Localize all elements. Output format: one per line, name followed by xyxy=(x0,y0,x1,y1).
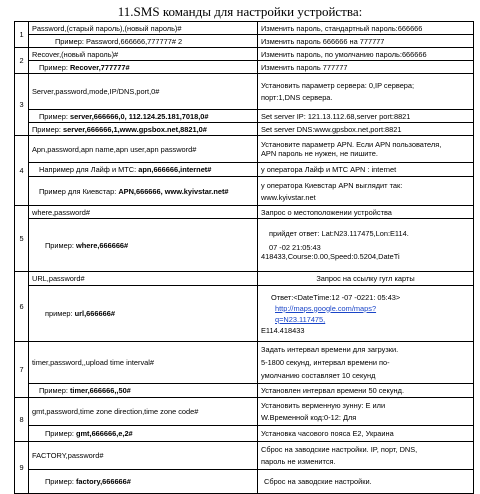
table-row xyxy=(15,219,474,272)
table-row xyxy=(15,286,474,342)
description-cell: Сброс на заводские настройки. xyxy=(258,470,474,494)
example-prefix: Пример: xyxy=(45,477,76,486)
description-line: 5-1800 секунд, интервал времени по- xyxy=(261,358,390,367)
example-cell xyxy=(29,470,258,494)
table-row xyxy=(15,136,474,163)
table-row xyxy=(15,163,474,177)
row-number: 5 xyxy=(15,206,29,272)
description-line: www.kyivstar.net xyxy=(261,192,316,202)
example-prefix: Пример: xyxy=(32,124,63,134)
example-prefix: пример: xyxy=(45,309,75,318)
description-line: Установить верменную зунну: E или xyxy=(261,401,386,410)
description-line: 418433,Course:0.00,Speed:0.5204,DateTi xyxy=(261,252,400,261)
description-cell xyxy=(258,442,474,470)
description-line: Ответ:<DateTime:12 -07 -0221: 05:43> xyxy=(271,292,401,302)
example-command: gmt,666666,e,2# xyxy=(75,429,133,438)
table-row xyxy=(15,470,474,494)
example-cell xyxy=(29,384,258,398)
example-cell xyxy=(29,219,258,272)
description-cell xyxy=(258,177,474,206)
example-command: server,666666,1,www.gpsbox.net,8821,0# xyxy=(62,124,207,134)
table-row xyxy=(15,342,474,384)
description-cell: Изменить пароль, стандартный пароль:666666 xyxy=(258,22,474,35)
command-cell: gmt,password,time zone direction,time zone code# xyxy=(29,398,258,426)
maps-link[interactable]: http://maps.google.com/maps? xyxy=(275,303,377,313)
example-cell xyxy=(29,110,258,123)
example-command: server,666666,0, 112.124.25.181,7018,0# xyxy=(69,111,209,121)
table-row xyxy=(15,74,474,110)
description-cell: Изменить пароль 666666 на 777777 xyxy=(258,35,474,48)
table-row xyxy=(15,177,474,206)
command-cell: Server,password,mode,IP/DNS,port,0# xyxy=(29,74,258,110)
description-line: пароль не изменится. xyxy=(261,457,336,466)
description-cell xyxy=(258,286,474,342)
description-cell: Запрос на ссылку гугл карты xyxy=(258,272,474,286)
row-number: 1 xyxy=(15,22,29,48)
description-line: у оператора Киевстар APN выглядит так: xyxy=(261,180,403,190)
description-cell: Изменить пароль 777777 xyxy=(258,61,474,74)
example-prefix: Пример: xyxy=(39,386,70,395)
example-prefix: Пример для Киевстар: xyxy=(39,186,119,196)
description-line: порт:1,DNS сервера. xyxy=(261,93,333,102)
example-cell xyxy=(29,177,258,206)
description-cell xyxy=(258,219,474,272)
example-command: where,666666# xyxy=(75,240,129,250)
command-cell: URL,password# xyxy=(29,272,258,286)
table-row xyxy=(15,22,474,35)
description-line: E114.418433 xyxy=(261,325,305,335)
maps-link-query[interactable]: q=N23.117475, xyxy=(275,314,326,324)
description-cell: Установка часового пояса Е2, Украина xyxy=(258,426,474,442)
description-cell xyxy=(258,342,474,384)
table-row xyxy=(15,48,474,61)
table-row xyxy=(15,398,474,426)
description-cell xyxy=(258,398,474,426)
table-row xyxy=(15,110,474,123)
example-cell xyxy=(29,61,258,74)
description-cell: у оператора Лайф и МТС APN : internet xyxy=(258,163,474,177)
example-command: apn,666666,internet# xyxy=(138,165,212,174)
command-cell: where,password# xyxy=(29,206,258,219)
table-row xyxy=(15,206,474,219)
description-cell: Set server DNS:www.gpsbox.net,port:8821 xyxy=(258,123,474,136)
description-line: W.Временной код:0-12: Для xyxy=(261,413,357,422)
command-cell: Apn,password,apn name,apn user,apn password# xyxy=(29,136,258,163)
command-cell: Password,(старый пароль),(новый пароль)# xyxy=(29,22,258,35)
example-prefix: Пример: xyxy=(45,429,76,438)
row-number: 7 xyxy=(15,342,29,398)
description-line: Сброс на заводские настройки. IP, порт, DNS, xyxy=(261,445,418,454)
example-command: Recover,777777# xyxy=(69,62,130,72)
description-line: прийдет ответ: Lat:N23.117475,Lon:E114. xyxy=(269,229,409,238)
row-number: 8 xyxy=(15,398,29,442)
description-line: Установить параметр сервера: 0,IP сервера; xyxy=(261,81,415,90)
row-number: 4 xyxy=(15,136,29,206)
example-cell xyxy=(29,286,258,342)
sms-commands-table xyxy=(14,21,474,494)
example-command: Password,666666,777777# 2 xyxy=(85,36,183,46)
row-number: 6 xyxy=(15,272,29,342)
table-row xyxy=(15,426,474,442)
table-row xyxy=(15,442,474,470)
table-row xyxy=(15,123,474,136)
description-line: APN пароль не нужен, не пишите. xyxy=(261,149,378,158)
description-line: умолчанию составляет 10 секунд xyxy=(261,371,376,380)
example-prefix: Например для Лайф и МТС: xyxy=(39,165,139,174)
table-row xyxy=(15,61,474,74)
row-number: 2 xyxy=(15,48,29,74)
example-prefix: Пример: xyxy=(39,111,70,121)
description-line: Задать интервал времени для загрузки. xyxy=(261,345,399,354)
description-cell: Изменить пароль, по умолчанию пароль:666666 xyxy=(258,48,474,61)
command-cell: timer,password,,upload time interval# xyxy=(29,342,258,384)
description-line: Установите параметр APN. Если APN пользователя, xyxy=(261,140,442,149)
command-cell: FACTORY,password# xyxy=(29,442,258,470)
example-prefix: Пример: xyxy=(45,240,76,250)
example-command: factory,666666# xyxy=(75,477,131,486)
example-cell xyxy=(29,426,258,442)
example-cell xyxy=(29,123,258,136)
example-cell xyxy=(29,35,258,48)
description-cell: Set server IP: 121.13.112.68,server port:8821 xyxy=(258,110,474,123)
example-command: timer,666666,,50# xyxy=(69,386,131,395)
page-title: 11.SMS команды для настройки устройства: xyxy=(117,4,363,19)
description-cell: Установлен интервал времени 50 секунд. xyxy=(258,384,474,398)
description-line: 07 -02 21:05:43 xyxy=(269,243,321,252)
table-row xyxy=(15,272,474,286)
example-cell xyxy=(29,163,258,177)
row-number: 3 xyxy=(15,74,29,136)
command-cell: Recover,(новый пароль)# xyxy=(29,48,258,61)
row-number: 9 xyxy=(15,442,29,494)
description-cell: Запрос о местоположении устройства xyxy=(258,206,474,219)
description-cell xyxy=(258,136,474,163)
example-command: APN,666666, www.kyivstar.net# xyxy=(118,186,229,196)
example-command: url,666666# xyxy=(74,309,115,318)
example-prefix: Пример: xyxy=(39,62,70,72)
description-cell xyxy=(258,74,474,110)
example-prefix: Пример: xyxy=(55,36,86,46)
table-row xyxy=(15,35,474,48)
table-row xyxy=(15,384,474,398)
